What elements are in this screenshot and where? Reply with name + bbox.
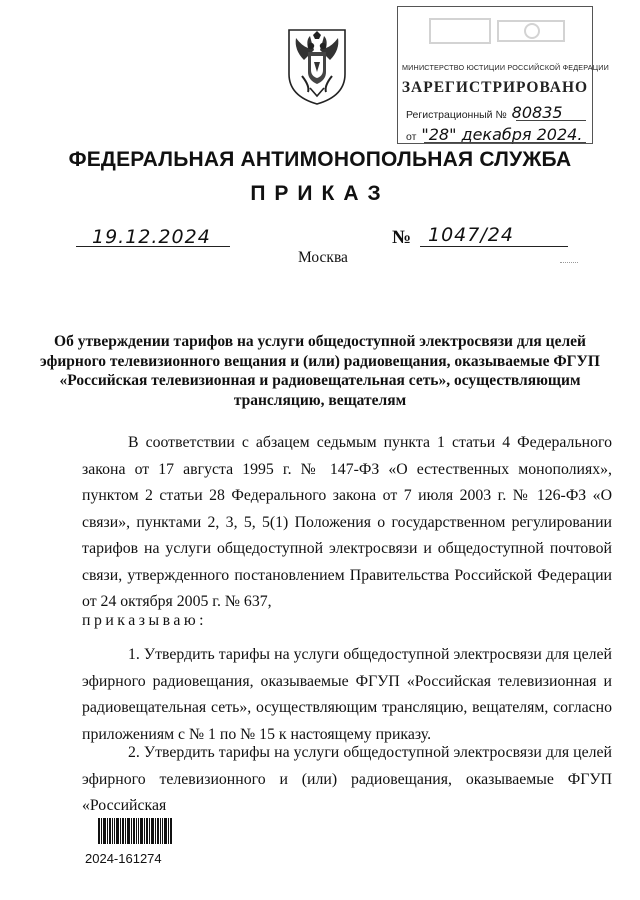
item-1-text: 1. Утвердить тарифы на услуги общедоступной электросвязи для целей эфирного радиовещания, оказываемые ФГУП «Российская телевизионная и радиовещательная сеть», осуществляющим трансляцию, вещателям, согласно приложениям с № 1 по № 15 к настоящему приказу. [82, 646, 612, 743]
document-type: ПРИКАЗ [250, 182, 390, 205]
barcode-icon [98, 818, 172, 844]
agency-name: ФЕДЕРАЛЬНАЯ АНТИМОНОПОЛЬНАЯ СЛУЖБА [68, 148, 572, 171]
stamp-date-value: "28" декабря 2024. [421, 125, 583, 144]
order-word: приказываю: [82, 612, 208, 629]
order-date: 19.12.2024 [92, 226, 211, 248]
document-reg-id: 2024-161274 [85, 851, 162, 866]
stamp-date-label: от [406, 131, 417, 143]
faded-stamp-imprint [428, 15, 568, 47]
scan-speck [560, 262, 578, 263]
stamp-reg-underline [516, 120, 586, 121]
stamp-status: ЗАРЕГИСТРИРОВАНО [401, 79, 589, 96]
number-underline [420, 246, 568, 247]
stamp-reg-number: 80835 [511, 103, 563, 122]
stamp-ministry: МИНИСТЕРСТВО ЮСТИЦИИ РОССИЙСКОЙ ФЕДЕРАЦИИ [402, 63, 610, 72]
preamble-paragraph [82, 430, 612, 616]
stamp-reg-label: Регистрационный № [406, 109, 507, 121]
number-sign: № [392, 227, 412, 248]
state-emblem-icon [284, 26, 350, 106]
preamble-text: В соответствии с абзацем седьмым пункта 1 статьи 4 Федерального закона от 17 августа 1995 г. № 147-ФЗ «О естественных монополиях», пунктом 2 статьи 28 Федерального закона от 7 июля 2003 г. № 126-ФЗ «О связи», пунктами 2, 3, 5, 5(1) Положения о государственном регулировании тарифов на услуги общедоступной электросвязи и общедоступной почтовой связи, утвержденного постановлением Правительства Российской Федерации от 24 октября 2005 г. № 637, [82, 434, 612, 610]
registration-stamp [397, 6, 610, 144]
item-2-text: 2. Утвердить тарифы на услуги общедоступной электросвязи для целей эфирного телевизионного и (или) радиовещания, оказываемые ФГУП «Российская [82, 744, 612, 814]
order-number: 1047/24 [428, 224, 514, 246]
date-underline [76, 246, 230, 247]
city: Москва [298, 249, 348, 266]
item-2-paragraph [82, 740, 612, 820]
document-title: Об утверждении тарифов на услуги общедоступной электросвязи для целей эфирного телевизионного вещания и (или) радиовещания, оказываемые ФГУП «Российская телевизионная и радиовещательная сеть», осуществляющим трансляцию, вещателям [40, 333, 600, 409]
item-1-paragraph [82, 642, 612, 748]
stamp-date-underline [424, 142, 586, 143]
